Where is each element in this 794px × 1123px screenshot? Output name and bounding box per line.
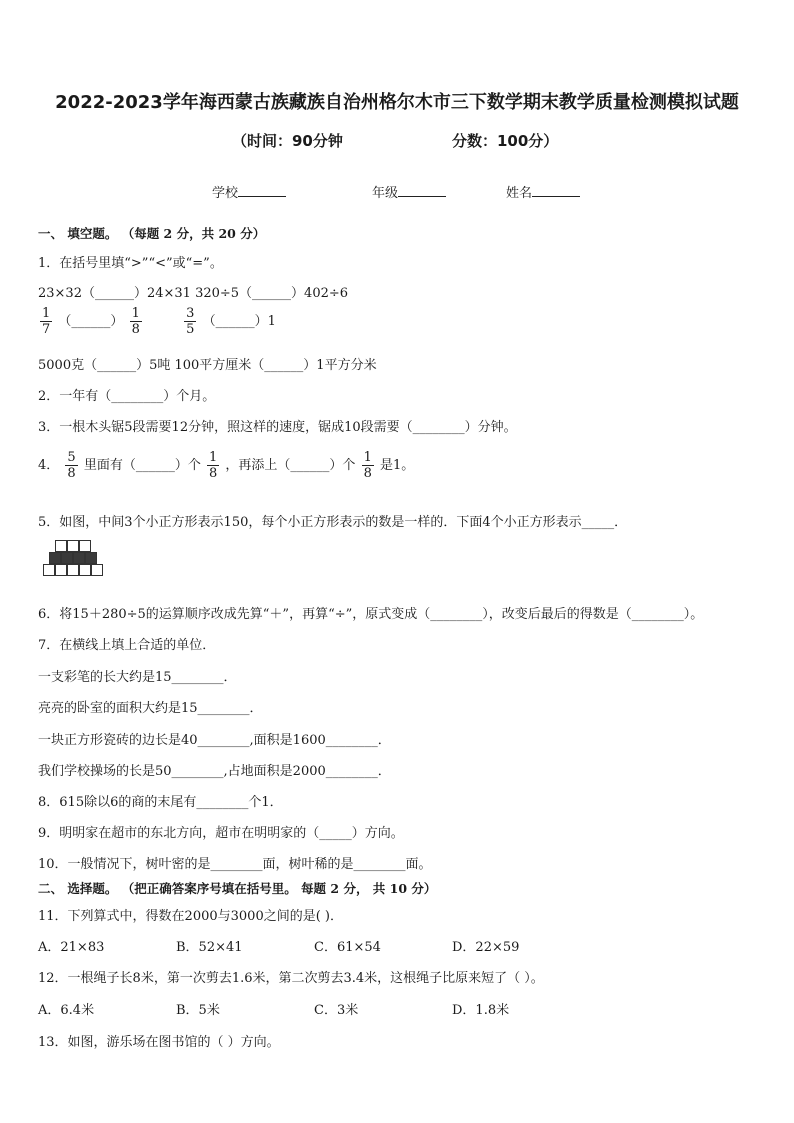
q7-stem: 7．在横线上填上合适的单位．: [38, 638, 216, 653]
q7-c: 一块正方形瓷砖的边长是40________,面积是1600________．: [38, 733, 391, 748]
square: [79, 564, 91, 576]
q7-d: 我们学校操场的长是50________,占地面积是2000________．: [38, 764, 391, 779]
square: [67, 564, 79, 576]
q9: 9．明明家在超市的东北方向，超市在明明家的（_____）方向。: [38, 826, 404, 841]
square-dark: [73, 552, 85, 564]
square: [43, 564, 55, 576]
grade-blank[interactable]: [398, 184, 446, 197]
q12-option-d[interactable]: D．1.8米: [452, 1003, 510, 1018]
square-dark: [61, 552, 73, 564]
q11-option-d[interactable]: D．22×59: [452, 940, 520, 955]
q1-stem: 1．在括号里填“>”“<”或“=”。: [38, 256, 223, 271]
exam-time: （时间：90分钟: [232, 132, 343, 150]
q2: 2．一年有（________）个月。: [38, 389, 216, 404]
section-1-title: 一、 填空题。 （每题 2 分，共 20 分）: [38, 226, 266, 241]
q10: 10．一般情况下，树叶密的是________面，树叶稀的是________面。: [38, 857, 432, 872]
q1-line3: 5000克（______）5吨 100平方厘米（______）1平方分米: [38, 358, 377, 373]
q5: 5．如图，中间3个小正方形表示150，每个小正方形表示的数是一样的．下面4个小正方形表示_____．: [38, 515, 628, 530]
q12-stem: 12．一根绳子长8米，第一次剪去1.6米，第二次剪去3.4米，这根绳子比原来短了（ ）。: [38, 971, 544, 986]
q6: 6．将15＋280÷5的运算顺序改成先算“＋”，再算“÷”，原式变成（________），改变后最后的得数是（________）。: [38, 607, 704, 622]
name-label: 姓名: [506, 186, 533, 201]
square: [79, 540, 91, 552]
school-blank[interactable]: [238, 184, 286, 197]
squares-figure: [40, 540, 106, 590]
q12-option-b[interactable]: B．5米: [176, 1003, 220, 1018]
q13-stem: 13．如图，游乐场在图书馆的（ ）方向。: [38, 1035, 280, 1050]
name-blank[interactable]: [532, 184, 580, 197]
q3: 3．一根木头锯5段需要12分钟，照这样的速度，锯成10段需要（________）分钟。: [38, 420, 517, 435]
q4: 4． $\frac{5}{8}$ 里面有（______）个 $\frac{1}{8}$ ，再添上（______）个 $\frac{1}{8}$ 是1。: [38, 450, 415, 481]
square-dark: [85, 552, 97, 564]
school-label: 学校: [212, 186, 239, 201]
section-2-title: 二、 选择题。 （把正确答案序号填在括号里。 每题 2 分， 共 10 分）: [38, 881, 437, 896]
q1-fractions: $\frac{1}{7}$ （______） $\frac{1}{8}$ $\frac{3}{5}$ （______）1: [42, 306, 276, 337]
fraction: $\frac{3}{5}$: [186, 306, 195, 337]
q12-option-a[interactable]: A．6.4米: [38, 1003, 95, 1018]
fraction: $\frac{5}{8}$: [67, 450, 76, 481]
q11-option-b[interactable]: B．52×41: [176, 940, 243, 955]
q7-a: 一支彩笔的长大约是15________．: [38, 670, 237, 685]
grade-field: [372, 182, 446, 201]
square: [67, 540, 79, 552]
grade-label: 年级: [372, 186, 399, 201]
page-title: 2022-2023学年海西蒙古族藏族自治州格尔木市三下数学期末教学质量检测模拟试题: [55, 92, 739, 113]
q7-b: 亮亮的卧室的面积大约是15________．: [38, 701, 263, 716]
q11-stem: 11．下列算式中，得数在2000与3000之间的是( )．: [38, 909, 343, 924]
square-dark: [49, 552, 61, 564]
exam-score: 分数：100分）: [452, 132, 559, 150]
square: [55, 540, 67, 552]
q1-line1: 23×32（______）24×31 320÷5（______）402÷6: [38, 286, 349, 301]
q11-option-a[interactable]: A．21×83: [38, 940, 105, 955]
q11-option-c[interactable]: C．61×54: [314, 940, 381, 955]
square: [91, 564, 103, 576]
q8: 8．615除以6的商的末尾有________个1．: [38, 795, 283, 810]
school-field: [212, 182, 286, 201]
name-field: [506, 182, 580, 201]
fraction: $\frac{1}{8}$: [209, 450, 218, 481]
square: [55, 564, 67, 576]
q12-option-c[interactable]: C．3米: [314, 1003, 359, 1018]
fraction: $\frac{1}{8}$: [131, 306, 140, 337]
fraction: $\frac{1}{7}$: [42, 306, 51, 337]
fraction: $\frac{1}{8}$: [363, 450, 372, 481]
